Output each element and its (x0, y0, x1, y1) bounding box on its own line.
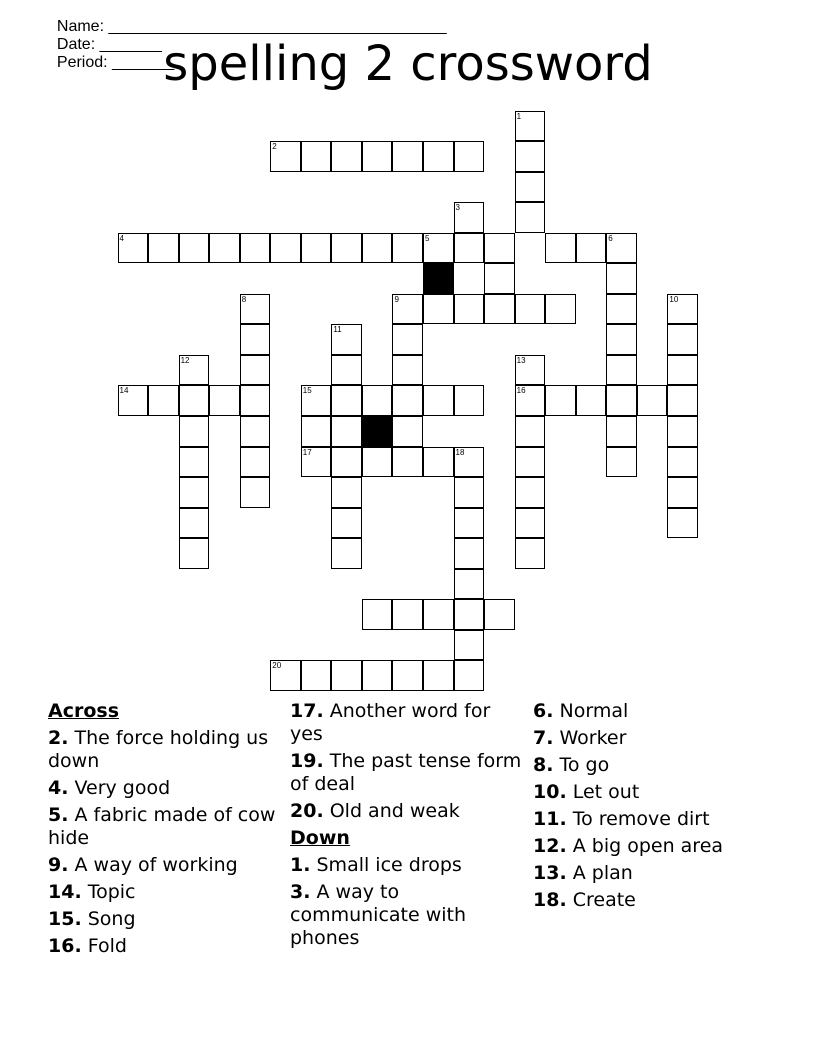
grid-cell[interactable] (148, 385, 179, 416)
grid-cell[interactable] (423, 447, 454, 478)
page-title: spelling 2 crossword (163, 36, 653, 92)
clue-item-number: 5. (48, 804, 69, 826)
grid-cell[interactable] (606, 447, 637, 478)
clue-item-text: Fold (87, 935, 127, 957)
clue-item-number: 11. (533, 808, 567, 830)
grid-cell[interactable] (515, 477, 546, 508)
grid-cell[interactable] (545, 233, 576, 264)
grid-cell[interactable] (667, 385, 698, 416)
clue-item-number: 14. (48, 881, 82, 903)
grid-cell[interactable] (606, 233, 637, 264)
grid-cell[interactable] (270, 233, 301, 264)
grid-cell[interactable] (362, 233, 393, 264)
grid-cell[interactable] (606, 294, 637, 325)
grid-cell[interactable] (606, 416, 637, 447)
clue-item (48, 854, 280, 877)
clue-number: 4 (119, 233, 124, 243)
grid-cell[interactable] (240, 416, 271, 447)
grid-cell[interactable] (392, 324, 423, 355)
grid-cell[interactable] (331, 477, 362, 508)
grid-cell[interactable] (454, 630, 485, 661)
grid-cell[interactable] (484, 263, 515, 294)
clue-item-text: To remove dirt (572, 808, 710, 830)
clue-item-text: Topic (87, 881, 136, 903)
grid-cell[interactable] (392, 294, 423, 325)
clue-number: 3 (455, 203, 460, 213)
clue-item (290, 881, 522, 950)
grid-cell[interactable] (515, 294, 546, 325)
grid-cell[interactable] (515, 416, 546, 447)
clue-item (48, 881, 280, 904)
grid-cell[interactable] (423, 599, 454, 630)
clue-item-number: 16. (48, 935, 82, 957)
grid-cell[interactable] (179, 385, 210, 416)
grid-cell[interactable] (331, 141, 362, 172)
clue-item-number: 7. (533, 727, 554, 749)
clue-item (48, 935, 280, 958)
grid-cell[interactable] (484, 294, 515, 325)
grid-cell[interactable] (606, 324, 637, 355)
grid-cell[interactable] (576, 233, 607, 264)
grid-cell[interactable] (454, 508, 485, 539)
clue-item-number: 2. (48, 727, 69, 749)
grid-cell[interactable] (179, 416, 210, 447)
grid-cell[interactable] (392, 233, 423, 264)
clue-number: 2 (272, 142, 277, 152)
clue-item-text: Another word for yes (290, 700, 491, 745)
grid-cell[interactable] (515, 508, 546, 539)
grid-cell[interactable] (240, 385, 271, 416)
grid-cell[interactable] (301, 141, 332, 172)
grid-cell[interactable] (331, 324, 362, 355)
clue-item (533, 754, 765, 777)
grid-cell[interactable] (454, 477, 485, 508)
grid-cell[interactable] (179, 477, 210, 508)
clue-item-number: 4. (48, 777, 69, 799)
grid-cell[interactable] (515, 202, 546, 233)
grid-cell[interactable] (454, 569, 485, 600)
grid-cell[interactable] (331, 385, 362, 416)
clue-item (290, 854, 522, 877)
grid-cell[interactable] (240, 477, 271, 508)
grid-cell[interactable] (606, 263, 637, 294)
grid-cell[interactable] (454, 202, 485, 233)
grid-cell[interactable] (270, 660, 301, 691)
grid-cell[interactable] (515, 385, 546, 416)
black-cell (423, 263, 454, 294)
clue-item-text: Normal (559, 700, 629, 722)
grid-cell[interactable] (301, 447, 332, 478)
grid-cell[interactable] (454, 294, 485, 325)
grid-cell[interactable] (484, 233, 515, 264)
clue-number: 9 (394, 294, 399, 304)
grid-cell[interactable] (454, 538, 485, 569)
clue-item-text: Let out (572, 781, 640, 803)
clue-item-text: A plan (572, 862, 633, 884)
clue-item-number: 15. (48, 908, 82, 930)
grid-cell[interactable] (545, 385, 576, 416)
grid-cell[interactable] (423, 385, 454, 416)
grid-cell[interactable] (179, 355, 210, 386)
grid-cell[interactable] (637, 385, 668, 416)
clue-item-text: A way of working (74, 854, 238, 876)
grid-cell[interactable] (606, 355, 637, 386)
grid-cell[interactable] (148, 233, 179, 264)
grid-cell[interactable] (423, 141, 454, 172)
grid-cell[interactable] (240, 355, 271, 386)
grid-cell[interactable] (515, 141, 546, 172)
clue-item (533, 862, 765, 885)
grid-cell[interactable] (667, 477, 698, 508)
clue-item-text: To go (559, 754, 610, 776)
grid-cell[interactable] (331, 508, 362, 539)
grid-cell[interactable] (454, 660, 485, 691)
period-field-label[interactable]: Period: _______ (56, 54, 175, 71)
clue-item (290, 700, 522, 746)
grid-cell[interactable] (331, 447, 362, 478)
grid-cell[interactable] (454, 233, 485, 264)
clue-item-text: Worker (559, 727, 627, 749)
clue-item (533, 727, 765, 750)
grid-cell[interactable] (454, 447, 485, 478)
clue-item (533, 808, 765, 831)
grid-cell[interactable] (179, 538, 210, 569)
grid-cell[interactable] (362, 385, 393, 416)
clue-column-1 (48, 700, 280, 962)
grid-cell[interactable] (515, 447, 546, 478)
clue-number: 8 (241, 294, 247, 304)
grid-cell[interactable] (667, 447, 698, 478)
grid-cell[interactable] (331, 416, 362, 447)
grid-cell[interactable] (423, 660, 454, 691)
clue-number: 16 (516, 386, 526, 396)
grid-cell[interactable] (454, 599, 485, 630)
clue-item-text: The force holding us down (48, 727, 269, 772)
clue-item-number: 9. (48, 854, 69, 876)
clue-item (48, 777, 280, 800)
grid-cell[interactable] (667, 324, 698, 355)
grid-cell[interactable] (423, 294, 454, 325)
clue-item-number: 17. (290, 700, 324, 722)
clue-item (533, 889, 765, 912)
clue-number: 5 (425, 233, 430, 243)
clue-item (48, 804, 280, 850)
clue-column-3 (533, 700, 765, 916)
clue-item (533, 835, 765, 858)
grid-cell[interactable] (240, 447, 271, 478)
grid-cell[interactable] (331, 538, 362, 569)
clue-item-number: 10. (533, 781, 567, 803)
clue-number: 10 (669, 294, 679, 304)
grid-cell[interactable] (667, 508, 698, 539)
grid-cell[interactable] (667, 416, 698, 447)
grid-cell[interactable] (362, 660, 393, 691)
clue-item-number: 19. (290, 750, 324, 772)
clue-item-number: 18. (533, 889, 567, 911)
clue-item (48, 727, 280, 773)
clue-item (533, 781, 765, 804)
grid-cell[interactable] (118, 385, 149, 416)
grid-cell[interactable] (118, 233, 149, 264)
clue-section-heading: Down (290, 827, 350, 849)
grid-cell[interactable] (392, 599, 423, 630)
clue-item-text: A way to communicate with phones (290, 881, 467, 949)
black-cell (362, 416, 393, 447)
clue-number: 6 (608, 233, 613, 243)
clue-number: 11 (333, 325, 342, 335)
grid-cell[interactable] (331, 233, 362, 264)
clue-item (533, 700, 765, 723)
clue-item-number: 13. (533, 862, 567, 884)
grid-cell[interactable] (454, 385, 485, 416)
clue-number: 18 (455, 447, 465, 457)
grid-cell[interactable] (240, 324, 271, 355)
grid-cell[interactable] (392, 385, 423, 416)
grid-cell[interactable] (545, 294, 576, 325)
grid-cell[interactable] (301, 660, 332, 691)
grid-cell[interactable] (270, 141, 301, 172)
grid-cell[interactable] (392, 141, 423, 172)
grid-cell[interactable] (515, 111, 546, 142)
grid-cell[interactable] (240, 233, 271, 264)
grid-cell[interactable] (331, 660, 362, 691)
clue-number: 12 (180, 355, 190, 365)
grid-cell[interactable] (576, 385, 607, 416)
grid-cell[interactable] (301, 385, 332, 416)
clue-item (48, 908, 280, 931)
clue-item-text: A fabric made of cow hide (48, 804, 276, 849)
grid-cell[interactable] (392, 447, 423, 478)
clue-item-number: 12. (533, 835, 567, 857)
grid-cell[interactable] (667, 294, 698, 325)
name-field-label[interactable]: Name: ______________________________________ (56, 18, 447, 35)
clue-item-text: A big open area (572, 835, 724, 857)
grid-cell[interactable] (209, 233, 240, 264)
grid-cell[interactable] (606, 385, 637, 416)
grid-cell[interactable] (179, 233, 210, 264)
grid-cell[interactable] (392, 416, 423, 447)
grid-cell[interactable] (362, 599, 393, 630)
clue-item-text: Old and weak (329, 800, 460, 822)
grid-cell[interactable] (179, 508, 210, 539)
grid-cell[interactable] (515, 355, 546, 386)
clue-item-text: Song (87, 908, 136, 930)
grid-cell[interactable] (392, 355, 423, 386)
grid-cell[interactable] (362, 447, 393, 478)
grid-cell[interactable] (179, 447, 210, 478)
grid-cell[interactable] (667, 355, 698, 386)
grid-cell[interactable] (484, 599, 515, 630)
grid-cell[interactable] (209, 385, 240, 416)
clue-number: 17 (302, 447, 312, 457)
clue-column-2 (290, 700, 522, 954)
grid-cell[interactable] (392, 660, 423, 691)
clue-item-number: 3. (290, 881, 311, 903)
date-field-label[interactable]: Date: _______ (56, 36, 162, 53)
grid-cell[interactable] (362, 141, 393, 172)
clue-number: 13 (516, 355, 526, 365)
clue-item-text: Small ice drops (316, 854, 462, 876)
grid-cell[interactable] (331, 355, 362, 386)
clue-section-heading: Across (48, 700, 120, 722)
clue-item-text: Create (572, 889, 636, 911)
clue-number: 20 (272, 661, 282, 671)
clue-item-number: 6. (533, 700, 554, 722)
clue-number: 1 (516, 111, 522, 121)
grid-cell[interactable] (240, 294, 271, 325)
clue-number: 14 (119, 386, 129, 396)
clue-number: 15 (302, 386, 312, 396)
clue-item-number: 8. (533, 754, 554, 776)
clue-item-text: Very good (74, 777, 171, 799)
clue-item-number: 20. (290, 800, 324, 822)
clue-item-number: 1. (290, 854, 311, 876)
grid-cell[interactable] (515, 172, 546, 203)
grid-cell[interactable] (454, 141, 485, 172)
clue-item (290, 800, 522, 823)
grid-cell[interactable] (301, 416, 332, 447)
clue-item (290, 750, 522, 796)
grid-cell[interactable] (301, 233, 332, 264)
clue-item-text: The past tense form of deal (290, 750, 522, 795)
grid-cell[interactable] (423, 233, 454, 264)
grid-cell[interactable] (515, 538, 546, 569)
